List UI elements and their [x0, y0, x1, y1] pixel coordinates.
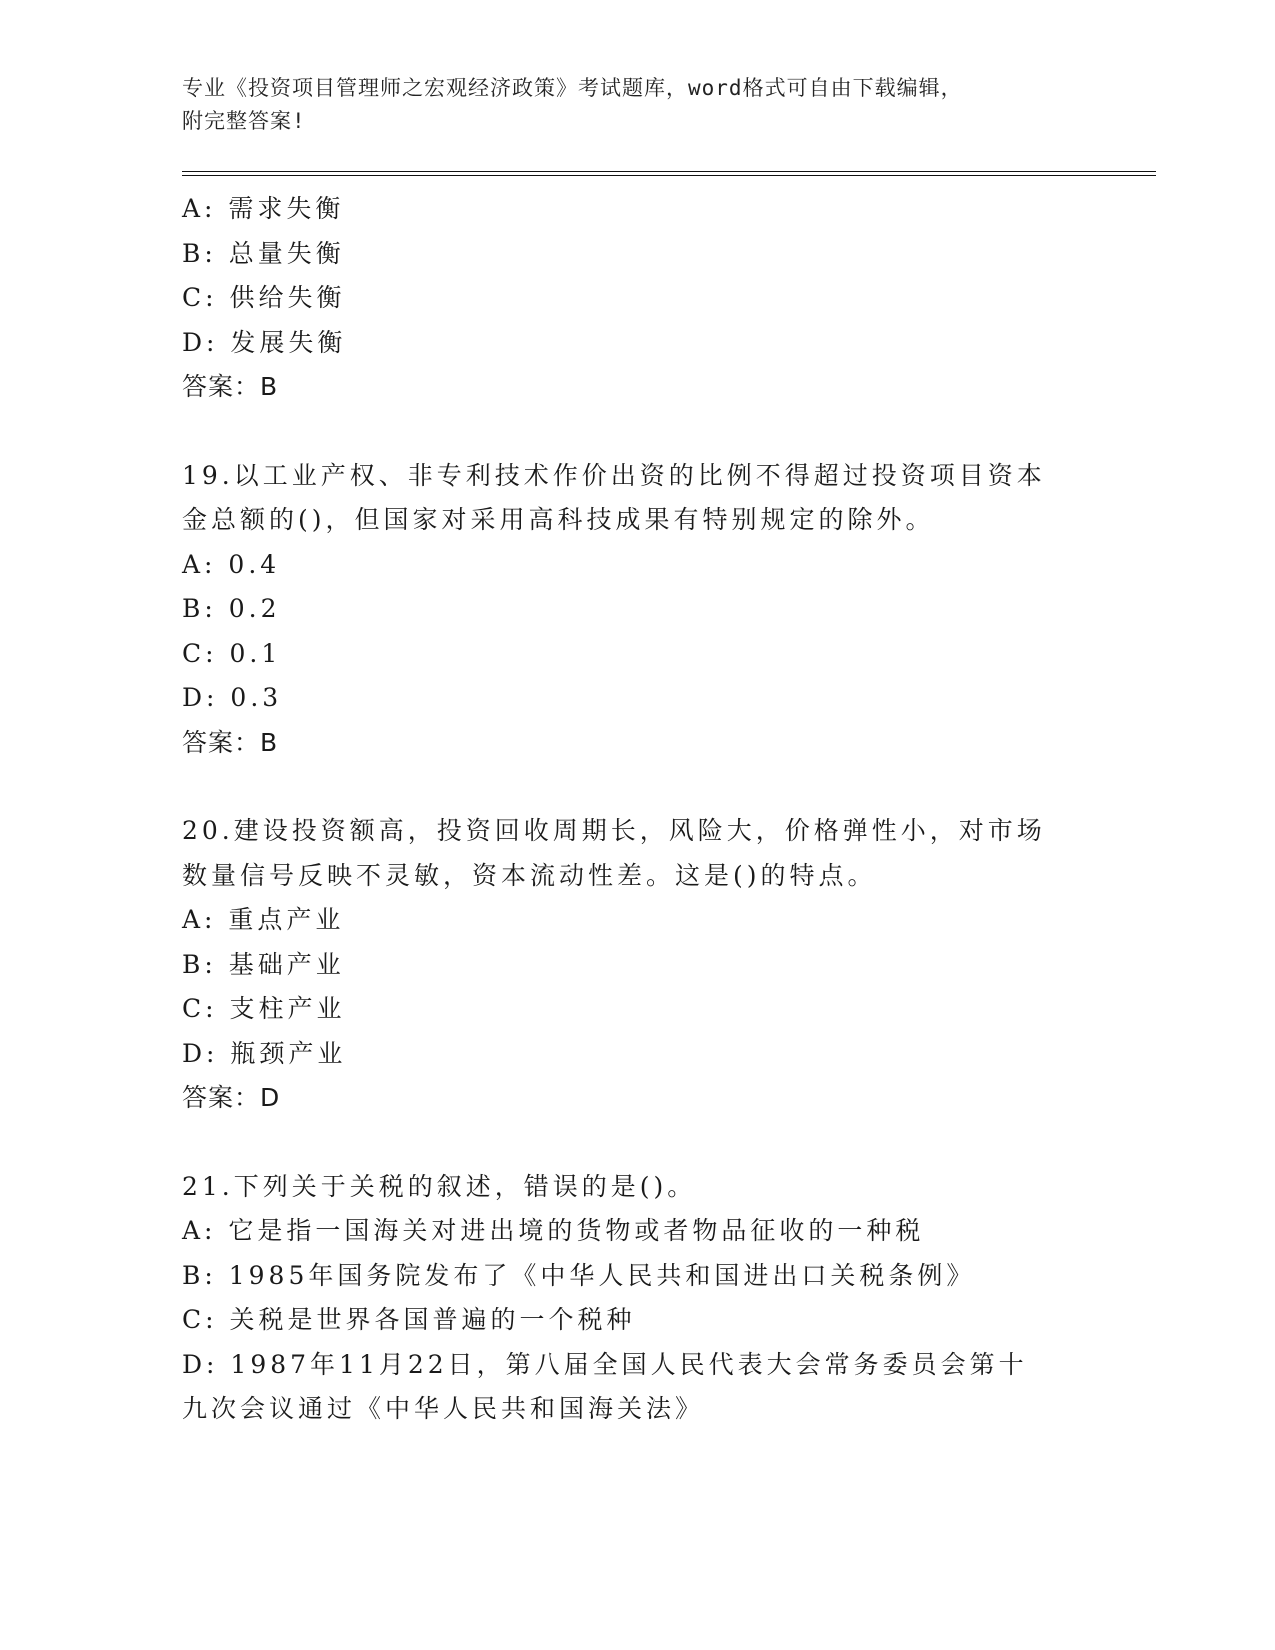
option-b: B: 0.2	[182, 594, 281, 623]
answer: 答案：B	[182, 372, 279, 401]
option-b: B: 基础产业	[182, 949, 345, 979]
question-21	[182, 1165, 1082, 1432]
option-a: A: 它是指一国海关对进出境的货物或者物品征收的一种税	[182, 1216, 925, 1245]
question-list	[182, 187, 1082, 1432]
question-20	[182, 809, 1082, 1121]
option-c: C: 供给失衡	[182, 283, 346, 312]
header-line-1: 专业《投资项目管理师之宏观经济政策》考试题库，word格式可自由下载编辑，	[182, 76, 963, 100]
question-19	[182, 454, 1082, 766]
option-a: A: 需求失衡	[182, 194, 345, 223]
answer: 答案：D	[182, 1083, 281, 1112]
option-d: D: 发展失衡	[182, 327, 347, 357]
question-stem: 21.下列关于关税的叙述，错误的是()。	[182, 1171, 697, 1201]
answer: 答案：B	[182, 727, 279, 757]
option-c: C: 关税是世界各国普遍的一个税种	[182, 1305, 636, 1334]
question-18	[182, 187, 1082, 410]
option-b: B: 总量失衡	[182, 238, 345, 268]
header-line-2: 附完整答案!	[182, 109, 306, 133]
header-divider-top	[182, 171, 1156, 172]
option-d: D: 瓶颈产业	[182, 1038, 347, 1068]
header-divider-bottom	[182, 175, 1156, 176]
option-a: A: 0.4	[182, 549, 281, 579]
option-a: A: 重点产业	[182, 905, 345, 934]
option-d: D: 0.3	[182, 683, 283, 712]
option-c: C: 支柱产业	[182, 994, 346, 1023]
option-d: D: 1987年11月22日，第八届全国人民代表大会常务委员会第十九次会议通过《中华人民共和国海关法》	[182, 1349, 1028, 1423]
option-c: C: 0.1	[182, 638, 282, 668]
document-header	[182, 72, 1062, 138]
option-b: B: 1985年国务院发布了《中华人民共和国进出口关税条例》	[182, 1260, 976, 1290]
question-stem: 20.建设投资额高，投资回收周期长，风险大，价格弹性小，对市场数量信号反映不灵敏，资本流动性差。这是()的特点。	[182, 816, 1046, 890]
question-stem: 19.以工业产权、非专利技术作价出资的比例不得超过投资项目资本金总额的()，但国家对采用高科技成果有特别规定的除外。	[182, 460, 1046, 534]
